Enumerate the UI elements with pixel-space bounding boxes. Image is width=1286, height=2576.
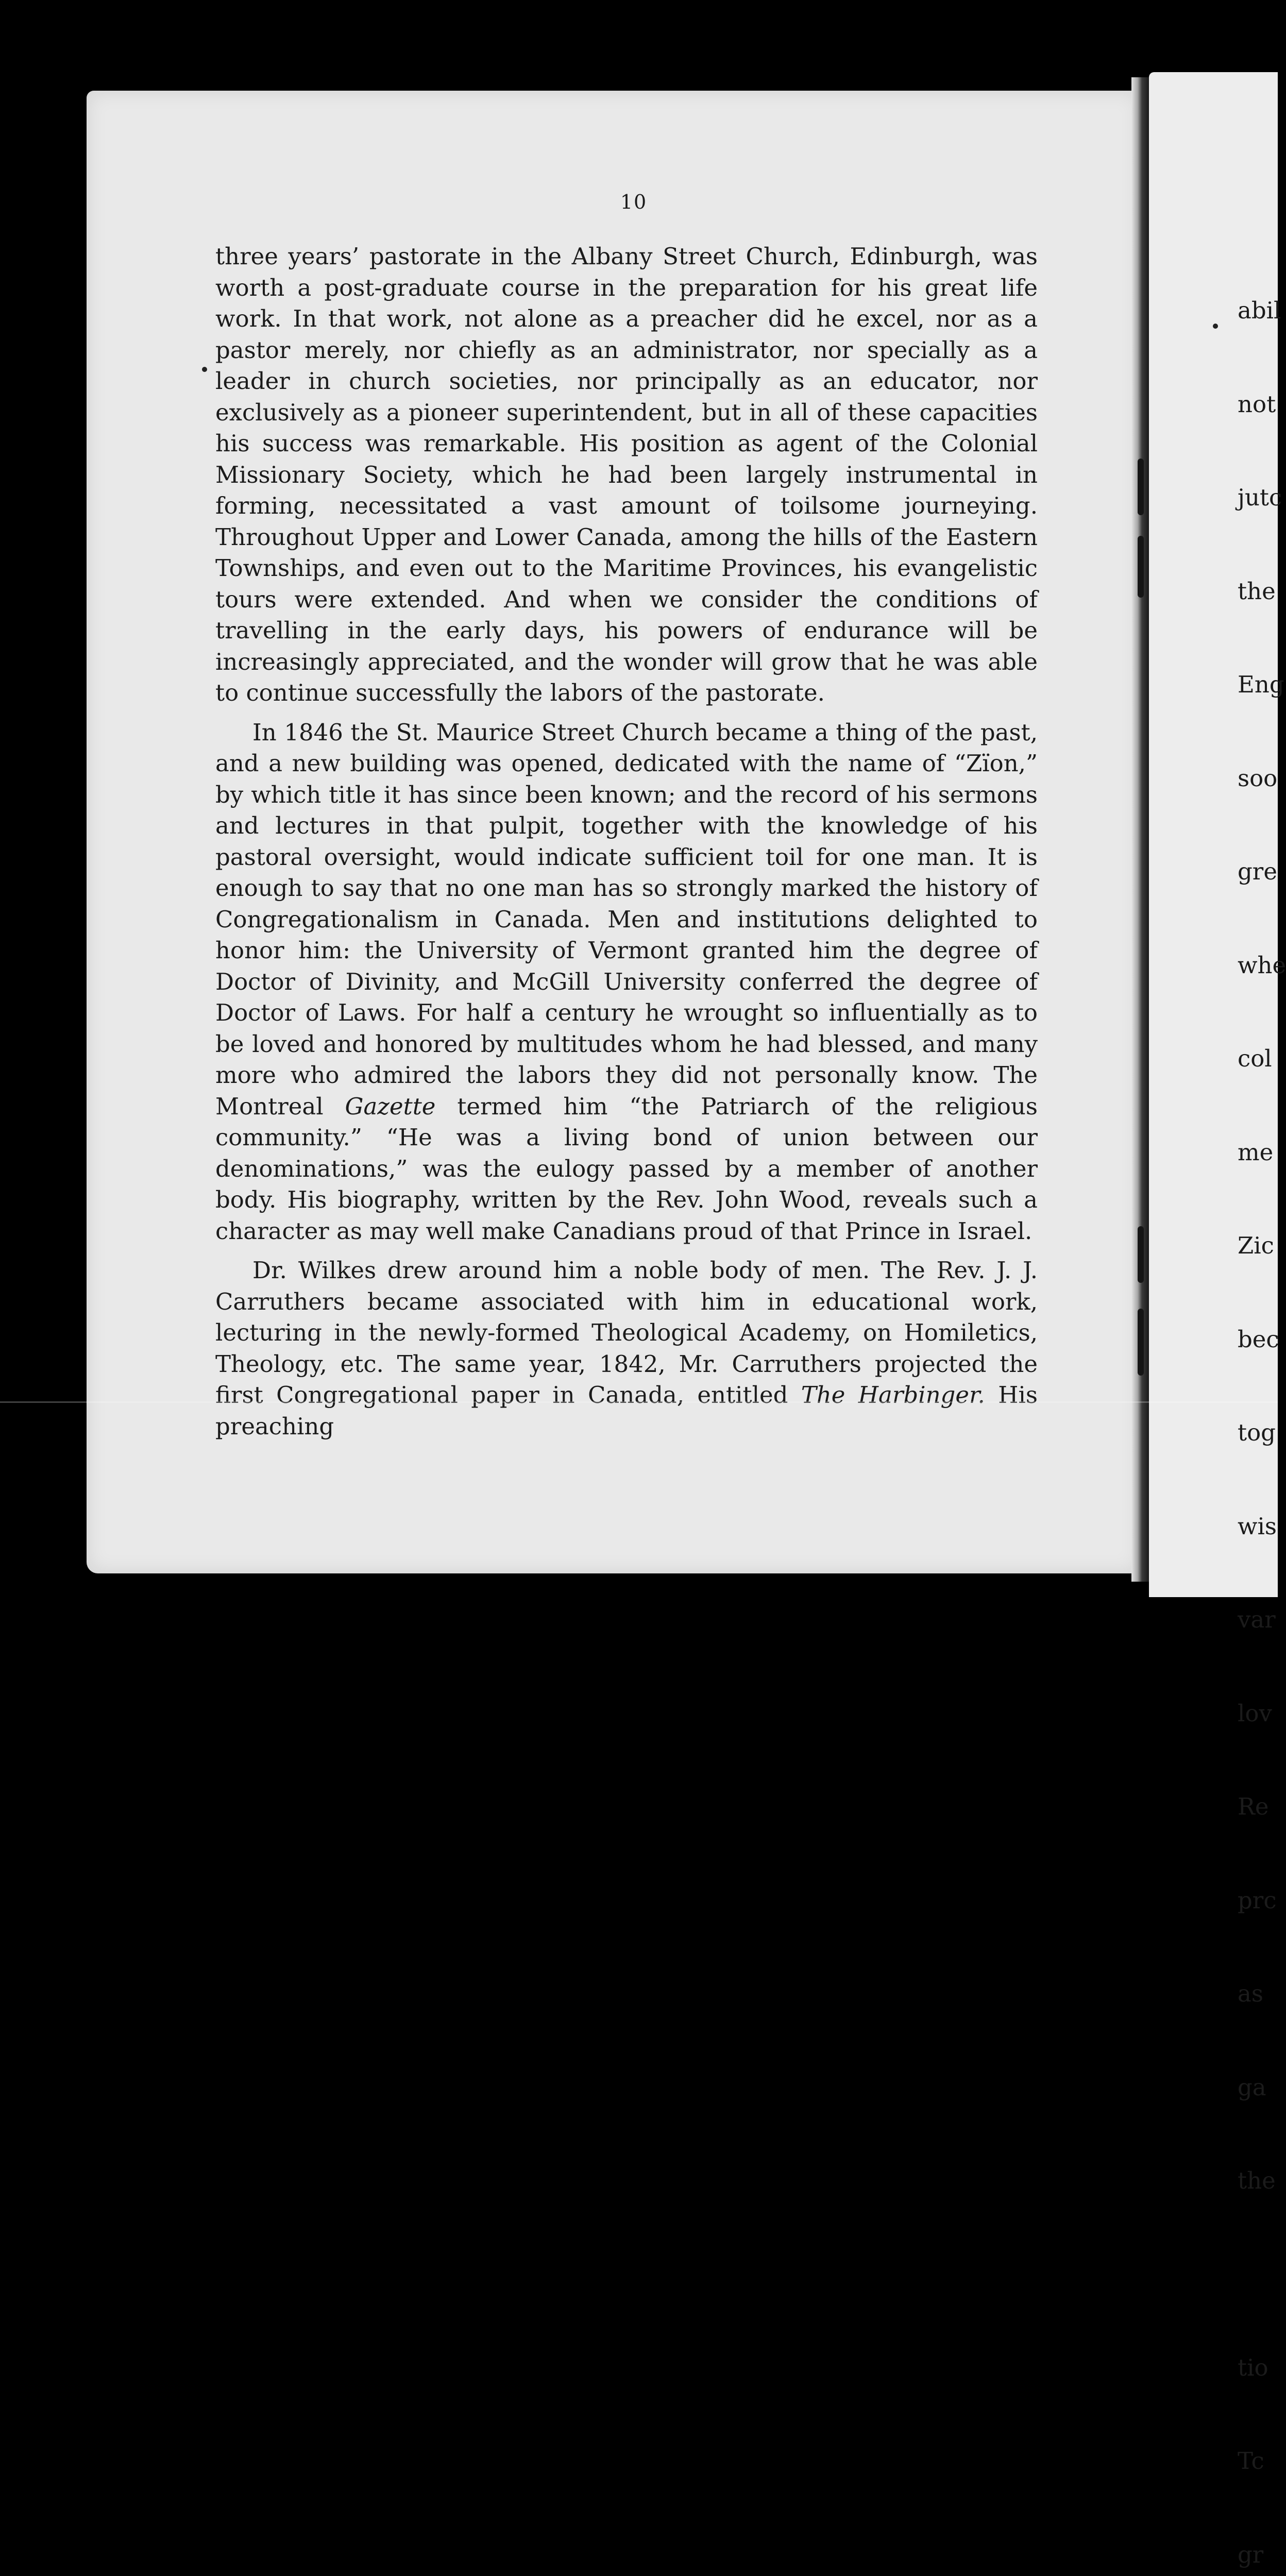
- gazette-lead: The Montreal: [215, 1061, 1038, 1120]
- book-gutter: [1131, 77, 1149, 1582]
- fragment: as: [1238, 1980, 1263, 2007]
- fragment: Re: [1238, 1793, 1269, 1820]
- fragment: abil: [1238, 297, 1281, 324]
- gazette-tail: termed him: [457, 1092, 608, 1120]
- scan-artifact-line: [0, 1401, 1278, 1403]
- fragment: me: [1238, 1138, 1274, 1166]
- fragment: col: [1238, 1045, 1272, 1072]
- harbinger-title: The Harbinger.: [801, 1381, 985, 1409]
- fragment: var: [1238, 1606, 1276, 1633]
- paragraph-2-text: In 1846 the St. Maurice Street Church became a thing of the past, and a new building was opened, dedicated with the name of “Zïon,” by which title it has since been known; and the record of his sermons and lectures in that pulpit, together with the knowledge of his pastoral oversight, would indicate sufficient toil for one man. It is enough to say that no one man has so strongly marked the history of Congregationalism in Canada. Men and institutions delighted to honor him: the University of Vermont granted him the degree of Doctor of Divinity, and McGill University conferred the degree of Doctor of Laws. For half a century he wrought so influentially as to be loved and honored by multitudes whom he had blessed, and many more who admired the labors they did not personally know.: [215, 718, 1038, 1089]
- paragraph-3: [215, 1255, 1038, 1442]
- margin-mark: [202, 367, 207, 372]
- fragment-gap: [1238, 2259, 1286, 2290]
- paragraph-3-text: Dr. Wilkes drew around him a noble body of men. The Rev. J. J. Carruthers became associated with him in educational work, lecturing in the newly-formed Theological Academy, on Homiletics, Theology, etc. The same year, 1842, Mr. Carruthers projected the first Congregational paper in Canada, entitled: [215, 1257, 1038, 1409]
- fragment: wis: [1238, 1512, 1277, 1540]
- right-page-fragments: [1238, 233, 1286, 2576]
- page-number: 10: [620, 191, 648, 213]
- paragraph-1: three years’ pastorate in the Albany Street Church, Edinburgh, was worth a post-graduate course in the preparation for his great life work. In that work, not alone as a preacher did he excel, nor as a pastor merely, nor chiefly as an administrator, nor specially as a leader in church societies, nor principally as an educator, nor exclusively as a pioneer superintendent, but in all of these capacities his success was remarkable. His position as agent of the Colonial Missionary Society, which he had been largely instrumental in forming, necessitated a vast amount of toilsome journeying. Throughout Upper and Lower Canada, among the hills of the Eastern Townships, and even out to the Maritime Provinces, his evangelistic tours were extended. And when we consider the conditions of travelling in the early days, his powers of endurance will be increasingly appreciated, and the wonder will grow that he was able to continue successfully the labors of the pastorate.: [215, 243, 1038, 706]
- margin-mark: [1213, 324, 1218, 329]
- binding-mark: [1138, 1309, 1144, 1376]
- fragment: whe: [1238, 951, 1286, 979]
- paragraph-3-tail: His preaching: [215, 1381, 1038, 1440]
- fragment: not: [1238, 390, 1276, 418]
- binding-mark: [1138, 1226, 1144, 1283]
- fragment: lov: [1238, 1699, 1272, 1727]
- fragment: the: [1238, 2167, 1276, 2194]
- fragment: tog: [1238, 1419, 1276, 1446]
- fragment: bec: [1238, 1325, 1279, 1353]
- fragment: jutc: [1238, 484, 1282, 511]
- fragment: prc: [1238, 1886, 1277, 1914]
- fragment: Tc: [1238, 2447, 1264, 2475]
- body-text: [215, 241, 1038, 1442]
- fragment: the: [1238, 577, 1276, 605]
- paragraph-2-continuation: “the Patriarch of the religious community.” “He was a living bond of union between our denominations,” was the eulogy passed by a member of another body. His biography, written by the Rev. John Wood, reveals such a character as may well make Canadians proud of that Prince in Israel.: [215, 1092, 1038, 1245]
- binding-mark: [1138, 536, 1144, 598]
- fragment: gr: [1238, 2540, 1264, 2568]
- fragment: soo: [1238, 764, 1278, 792]
- fragment: gre: [1238, 858, 1277, 885]
- fragment: tio: [1238, 2353, 1268, 2381]
- fragment: ga: [1238, 2073, 1266, 2101]
- fragment: Eng: [1238, 671, 1284, 698]
- paragraph-2: [215, 717, 1038, 1247]
- gazette-title: Gazette: [345, 1092, 436, 1120]
- binding-mark: [1138, 459, 1144, 515]
- fragment: Zic: [1238, 1232, 1274, 1259]
